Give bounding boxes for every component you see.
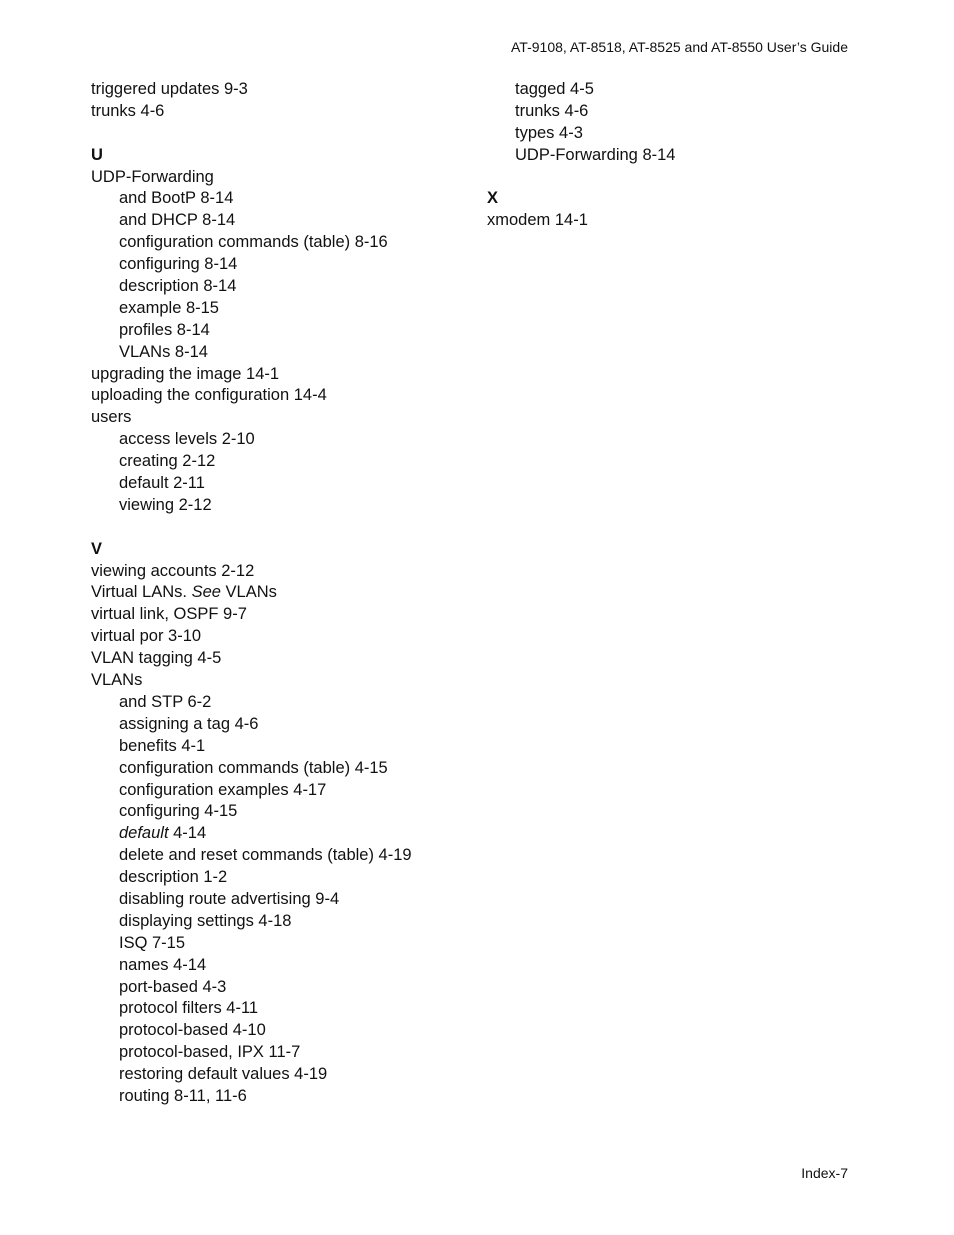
index-entry-cross-reference bbox=[91, 582, 471, 604]
index-entry: users bbox=[91, 408, 132, 427]
index-subentry: protocol-based 4-10 bbox=[119, 1021, 266, 1040]
index-subentry: names 4-14 bbox=[119, 955, 207, 974]
default-term: default bbox=[119, 824, 169, 843]
index-subentry: displaying settings 4-18 bbox=[119, 911, 292, 930]
index-subentry: configuration examples 4-17 bbox=[119, 780, 327, 799]
index-entry: virtual link, OSPF 9-7 bbox=[91, 605, 247, 624]
running-head: AT-9108, AT-8518, AT-8525 and AT-8550 User’s Guide bbox=[511, 39, 848, 55]
default-page: 4-14 bbox=[168, 824, 207, 843]
index-subentry: description 8-14 bbox=[119, 277, 237, 296]
index-subentry: default 2-11 bbox=[119, 474, 205, 493]
index-subentry: UDP-Forwarding 8-14 bbox=[515, 145, 676, 164]
index-subentry: protocol filters 4-11 bbox=[119, 999, 259, 1018]
index-subentry: port-based 4-3 bbox=[119, 977, 227, 996]
index-subentry: benefits 4-1 bbox=[119, 736, 206, 755]
index-entry: trunks 4-6 bbox=[91, 101, 165, 120]
index-column-left bbox=[91, 79, 471, 1108]
index-subentry: assigning a tag 4-6 bbox=[119, 714, 259, 733]
index-entry: xmodem 14-1 bbox=[487, 211, 588, 230]
index-subentry: ISQ 7-15 bbox=[119, 933, 186, 952]
index-subentry: configuration commands (table) 4-15 bbox=[119, 758, 388, 777]
section-gap bbox=[91, 517, 471, 539]
cross-ref-target: VLANs bbox=[220, 583, 277, 602]
index-subentry: configuring 8-14 bbox=[119, 255, 238, 274]
index-subentry: delete and reset commands (table) 4-19 bbox=[119, 846, 412, 865]
section-gap bbox=[487, 167, 867, 189]
index-subentry: configuration commands (table) 8-16 bbox=[119, 233, 388, 252]
page-number: Index-7 bbox=[801, 1165, 848, 1181]
index-subentry: VLANs 8-14 bbox=[119, 342, 208, 361]
index-column-right bbox=[487, 79, 867, 232]
see-label: See bbox=[191, 583, 221, 602]
index-subentry: tagged 4-5 bbox=[515, 80, 594, 98]
index-subentry: and STP 6-2 bbox=[119, 692, 212, 711]
index-subentry: disabling route advertising 9-4 bbox=[119, 889, 340, 908]
section-letter-v: V bbox=[91, 539, 103, 558]
index-subentry: types 4-3 bbox=[515, 123, 583, 142]
index-subentry: trunks 4-6 bbox=[515, 101, 589, 120]
section-letter-u: U bbox=[91, 145, 103, 164]
index-entry: uploading the configuration 14-4 bbox=[91, 386, 327, 405]
index-subentry: restoring default values 4-19 bbox=[119, 1065, 328, 1084]
section-gap bbox=[91, 123, 471, 145]
cross-ref-term: Virtual LANs. bbox=[91, 583, 192, 602]
index-entry: upgrading the image 14-1 bbox=[91, 364, 280, 383]
index-entry: VLANs bbox=[91, 671, 143, 690]
section-letter-x: X bbox=[487, 189, 499, 208]
index-subentry: description 1-2 bbox=[119, 868, 228, 887]
index-subentry: configuring 4-15 bbox=[119, 802, 238, 821]
index-subentry: profiles 8-14 bbox=[119, 320, 210, 339]
index-subentry: protocol-based, IPX 11-7 bbox=[119, 1043, 301, 1062]
index-entry: viewing accounts 2-12 bbox=[91, 561, 255, 580]
index-subentry: example 8-15 bbox=[119, 298, 219, 317]
index-entry: virtual por 3-10 bbox=[91, 627, 202, 646]
index-subentry-default bbox=[91, 823, 471, 845]
index-subentry: routing 8-11, 11-6 bbox=[119, 1086, 247, 1105]
index-subentry: access levels 2-10 bbox=[119, 430, 255, 449]
index-subentry: and DHCP 8-14 bbox=[119, 211, 236, 230]
index-entry: UDP-Forwarding bbox=[91, 167, 214, 186]
index-entry: VLAN tagging 4-5 bbox=[91, 649, 222, 668]
index-subentry: creating 2-12 bbox=[119, 452, 216, 471]
index-subentry: viewing 2-12 bbox=[119, 495, 212, 514]
index-subentry: and BootP 8-14 bbox=[119, 189, 234, 208]
index-entry: triggered updates 9-3 bbox=[91, 80, 248, 98]
